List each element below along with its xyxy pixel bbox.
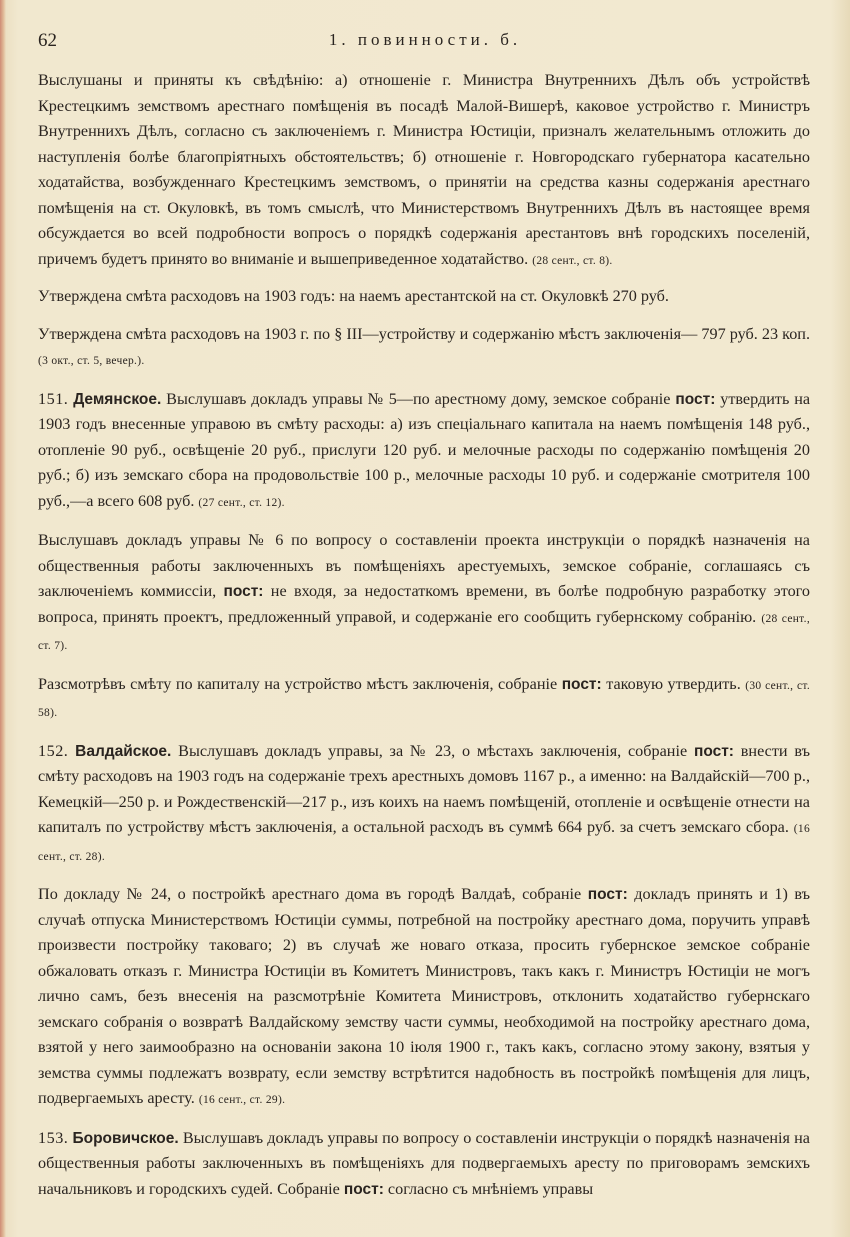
paragraph-5: [38, 528, 810, 660]
paragraph-1: [38, 68, 810, 274]
citation: (3 окт., ст. 5, вечер.).: [38, 355, 145, 367]
paragraph-text-cont: таковую утвердить.: [606, 674, 741, 693]
paragraph-text: Разсмотрѣвъ смѣту по капиталу на устройство мѣстъ заключенія, собраніе: [38, 674, 558, 693]
paragraph-151: [38, 387, 810, 517]
paragraph-2: [38, 284, 810, 310]
running-title: 1. повинности. б.: [328, 30, 522, 49]
paragraph-text: Утверждена смѣта расходовъ на 1903 г. по § III—устройству и содержанію мѣстъ заключенія— 797 руб. 23 коп.: [38, 324, 810, 343]
resolution-marker: пост:: [693, 742, 734, 760]
page-left-edge: [0, 0, 6, 1237]
paragraph-text: Выслушавъ докладъ управы по вопросу о составленіи инструкціи о порядкѣ назначенія на общественныя работы заключенныхъ въ помѣщеніяхъ для подвергаемыхъ аресту по приговорамъ земскихъ начальниковъ и городскихъ судей. Собраніе: [38, 1128, 810, 1198]
district-name: Валдайское.: [75, 742, 172, 760]
paragraph-text: Выслушаны и приняты къ свѣдѣнію: а) отношеніе г. Министра Внутреннихъ Дѣлъ объ устройствѣ Крестецкимъ земствомъ арестнаго помѣщенія въ посадѣ Малой-Вишерѣ, каковое устройство г. Министръ Внутреннихъ Дѣлъ, согласно съ заключеніемъ г. Министра Юстиціи, призналъ желательнымъ отложить до наступленія болѣе благопріятныхъ обстоятельствъ; б) отношеніе г. Новгородскаго губернатора касательно ходатайства, возбужденнаго Крестецкимъ земствомъ, о принятіи на средства казны содержанія арестнаго помѣщенія на ст. Окуловкѣ, въ томъ смыслѣ, что Министерствомъ Внутреннихъ Дѣлъ въ настоящее время обсуждается во всей подробности вопросъ о порядкѣ содержанія арестантовъ внѣ городскихъ поселеній, причемъ будетъ принято во вниманіе и вышеприведенное ходатайство.: [38, 71, 810, 268]
paragraph-text-cont: утвердить на 1903 годъ внесенные управою въ смѣту расходы: а) изъ спеціальнаго капитала на наемъ помѣщенія 148 руб., отопленіе 90 руб., освѣщеніе 20 руб., прислуги 120 руб. и мелочные расходы по содержанію помѣщенія 20 руб.; б) изъ земскаго сбора на продовольствіе 100 р., мелочные расходы 10 руб. и содержаніе смотрителя 100 руб.,—а всего 608 руб.: [38, 389, 811, 510]
paragraph-153: [38, 1126, 810, 1203]
citation: (28 сент., ст. 8).: [532, 254, 613, 267]
resolution-marker: пост:: [343, 1180, 384, 1198]
paragraph-text: Выслушавъ докладъ управы № 5—по арестному дому, земское собраніе: [166, 389, 671, 408]
citation: (28 сент., ст. 7).: [38, 612, 810, 652]
section-number: 152.: [38, 741, 69, 760]
page-header: [38, 30, 812, 54]
citation: (16 сент., ст. 29).: [198, 1094, 286, 1106]
paragraph-text-cont: докладъ принять и 1) въ случаѣ отпуска Министерствомъ Юстиціи суммы, потребной на постройку арестнаго дома, поручить управѣ произвести постройку таковаго; 2) въ случаѣ же новаго отказа, просить губернское земское собраніе обжаловать отказъ г. Министра Юстиціи въ Комитетъ Министровъ, такъ какъ г. Министръ Юстиціи не могъ лично самъ, безъ внесенія на разсмотрѣніе Комитета Министровъ, отклонить ходатайство губернскаго земскаго собранія о возвратѣ Валдайскому земству части суммы, необходимой на постройку арестнаго дома, взятой у него заимообразно на основаніи закона 10 іюля 1900 г., такъ какъ, согласно этому закону, взятыя у земства суммы подлежатъ возврату, если земству встрѣтится надобность въ постройкѣ помѣщенія для лицъ, подвергаемыхъ аресту.: [38, 885, 811, 1107]
resolution-marker: пост:: [675, 390, 716, 408]
page-number: 62: [38, 30, 57, 51]
paragraph-6: [38, 672, 810, 727]
resolution-marker: пост:: [587, 886, 628, 903]
paragraph-152: [38, 739, 810, 871]
paragraph-3: [38, 322, 810, 375]
citation: (27 сент., ст. 12).: [198, 496, 285, 509]
paragraph-text-cont: не входя, за недостаткомъ времени, въ болѣе подробную разработку этого вопроса, принять проектъ, предложенный управой, и содержаніе его сообщить губернскому собранію.: [38, 582, 810, 626]
paragraph-text: Выслушавъ докладъ управы, за № 23, о мѣстахъ заключенія, собраніе: [178, 741, 688, 760]
section-number: 151.: [38, 389, 69, 408]
paragraph-text: Выслушавъ докладъ управы № 6 по вопросу о составленіи проекта инструкціи о порядкѣ назначенія на общественныя работы заключенныхъ въ помѣщеніяхъ арестуемыхъ, земское собраніе, соглашаясь съ заключеніемъ коммиссіи,: [38, 531, 810, 600]
paragraph-text: Утверждена смѣта расходовъ на 1903 годъ: на наемъ арестантской на ст. Окуловкѣ 270 руб.: [38, 287, 669, 305]
paragraph-text: По докладу № 24, о постройкѣ арестнаго дома въ городѣ Валдаѣ, собраніе: [38, 885, 582, 903]
paragraph-8: [38, 882, 810, 1114]
district-name: Демянское.: [73, 390, 162, 408]
citation: (30 сент., ст. 58).: [38, 679, 810, 719]
paragraph-text-cont: внести въ смѣту расходовъ на 1903 годъ на содержаніе трехъ арестныхъ домовъ 1167 р., а именно: на Валдайскій—700 р., Кемецкій—250 р. и Рождественскій—217 р., изъ коихъ на наемъ помѣщеній, отопленіе и освѣщеніе отнести на капиталъ по устройству мѣстъ заключенія, а остальной расходъ въ суммѣ 664 руб. за счетъ земскаго сбора.: [38, 741, 810, 836]
resolution-marker: пост:: [561, 675, 602, 693]
section-number: 153.: [38, 1128, 69, 1147]
resolution-marker: пост:: [223, 583, 264, 600]
document-body: [38, 68, 810, 1212]
paragraph-text-cont: согласно съ мнѣніемъ управы: [387, 1179, 594, 1198]
citation: (16 сент., ст. 28).: [38, 823, 811, 863]
district-name: Боровичское.: [72, 1129, 179, 1147]
